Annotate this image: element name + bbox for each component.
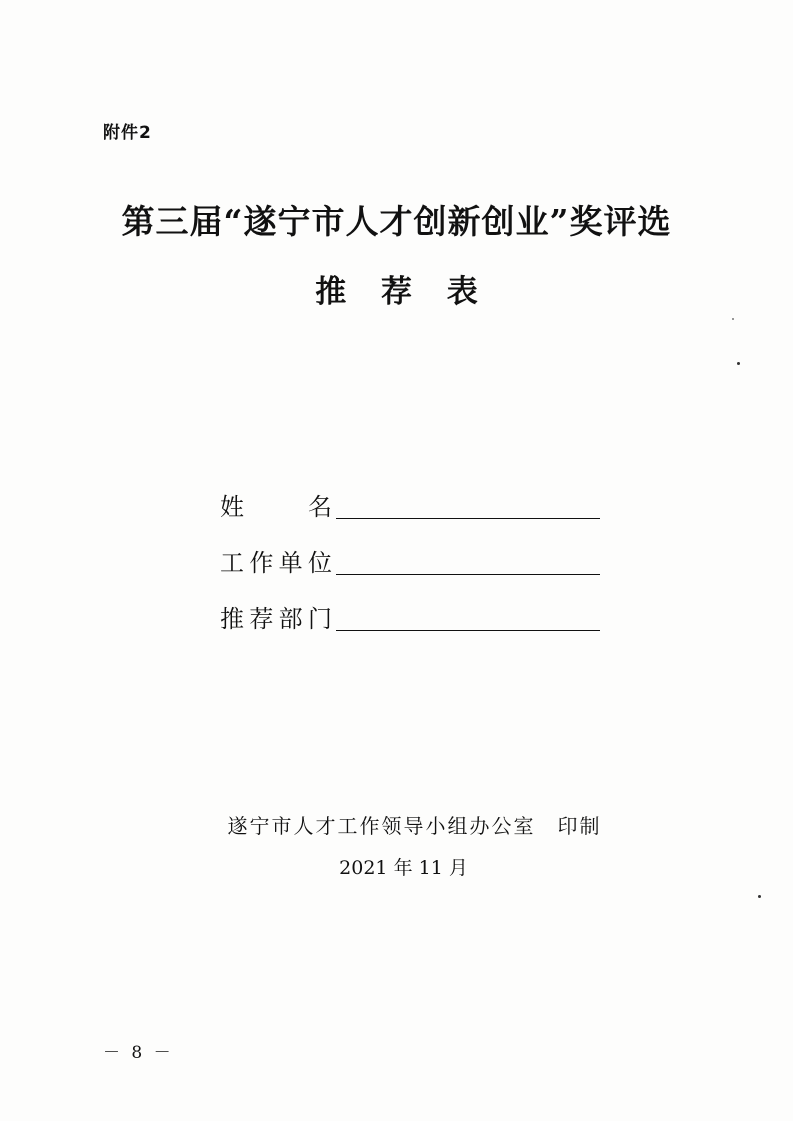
name-blank-line[interactable] (336, 518, 600, 519)
field-row-name (220, 466, 600, 522)
subtitle-char: 荐 (381, 274, 412, 310)
scan-speck (758, 895, 761, 898)
field-row-employer (220, 522, 600, 578)
subtitle-char: 表 (446, 274, 478, 310)
scan-speck (737, 362, 740, 365)
scan-speck (732, 318, 734, 320)
label-char: 姓 (220, 493, 244, 521)
document-title: 第三届“遂宁市人才创新创业”奖评选 (121, 202, 672, 241)
subtitle-char: 推 (315, 274, 347, 310)
label-char: 位 (307, 549, 332, 577)
field-label-recommender (220, 604, 332, 634)
label-char: 工 (220, 549, 244, 577)
label-char: 荐 (249, 605, 274, 633)
field-label-employer (220, 548, 332, 578)
page-number: － 8 － (103, 1043, 174, 1063)
label-char: 部 (278, 605, 303, 633)
label-char: 推 (220, 605, 244, 633)
field-row-recommender (220, 578, 600, 634)
field-label-name (220, 492, 332, 522)
attachment-label: 附件2 (103, 123, 152, 143)
issuer-text: 遂宁市人才工作领导小组办公室 印制 (227, 814, 602, 838)
label-char: 作 (249, 549, 274, 577)
recommender-blank-line[interactable] (336, 630, 600, 631)
label-char: 名 (308, 493, 332, 521)
employer-blank-line[interactable] (336, 574, 600, 575)
label-char: 单 (278, 549, 303, 577)
issue-date: 2021 年 11 月 (339, 857, 468, 879)
document-subtitle (0, 266, 793, 311)
label-char: 门 (307, 605, 332, 633)
form-fields (220, 466, 600, 634)
